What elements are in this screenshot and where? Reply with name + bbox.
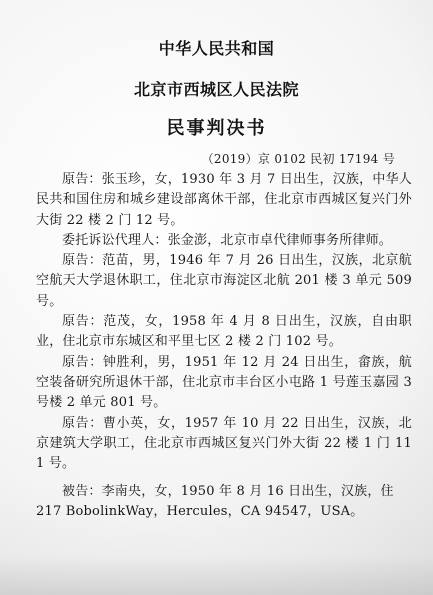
parties-section bbox=[36, 170, 412, 522]
case-number: （2019）京 0102 民初 17194 号 bbox=[201, 152, 395, 166]
paragraph-defendant: 被告：李南央，女，1950 年 8 月 16 日出生，汉族，住 bbox=[62, 484, 394, 500]
paragraph-plaintiff-4: 原告：钟胜利，男，1951 年 12 月 24 日出生，畲族，航空装备研究所退休干部，住北京市丰台区小屯路 1 号莲玉嘉园 3 号楼 2 单元 801 号。 bbox=[36, 354, 412, 411]
court-name: 北京市西城区人民法院 bbox=[133, 80, 299, 99]
paragraph-plaintiff-2: 原告：范苗，男，1946 年 7 月 26 日出生，汉族，北京航空航天大学退休职工，住北京市海淀区北航 201 楼 3 单元 509 号。 bbox=[36, 253, 412, 309]
country-title: 中华人民共和国 bbox=[158, 39, 275, 58]
paragraph-plaintiff-3: 原告：范茂，女，1958 年 4 月 8 日出生，汉族，自由职业，住北京市东城区和平里七区 2 楼 2 门 102 号。 bbox=[36, 314, 412, 350]
document-type-title: 民事判决书 bbox=[166, 118, 267, 139]
defendant-address: 217 BobolinkWay，Hercules，CA 94547，USA。 bbox=[36, 504, 364, 520]
paragraph-plaintiff-1: 原告：张玉珍，女，1930 年 3 月 7 日出生，汉族，中华人民共和国住房和城乡建设部离休干部，住北京市西城区复兴门外大街 22 楼 2 门 12 号。 bbox=[36, 172, 412, 228]
paragraph-plaintiff-5: 原告：曹小英，女，1957 年 10 月 22 日出生，汉族，北京建筑大学职工，住北京市西城区复兴门外大街 22 楼 1 门 111 号。 bbox=[36, 415, 412, 472]
page-shadow bbox=[0, 555, 433, 595]
paragraph-agent: 委托诉讼代理人：张金澎，北京市卓代律师事务所律师。 bbox=[62, 232, 393, 248]
